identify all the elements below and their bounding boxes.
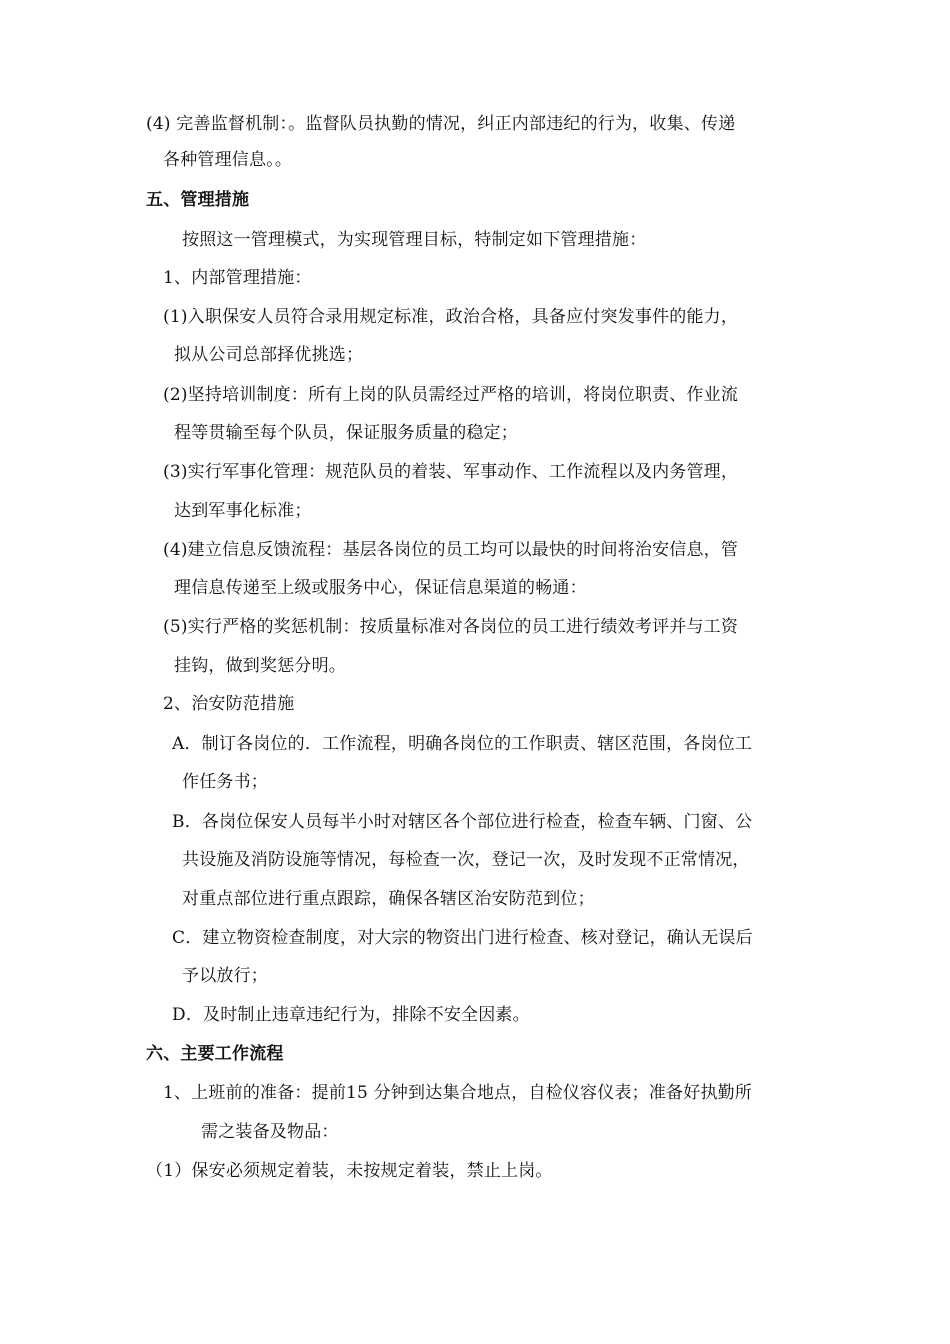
paragraph-line: （1）保安必须规定着装，未按规定着装，禁止上岗。 — [146, 1161, 553, 1181]
paragraph-line: A．制订各岗位的．工作流程，明确各岗位的工作职责、辖区范围，各岗位工 — [172, 734, 753, 754]
paragraph-line: (1)入职保安人员符合录用规定标准，政治合格，具备应付突发事件的能力， — [163, 307, 739, 327]
paragraph-line: C．建立物资检查制度，对大宗的物资出门进行检查、核对登记，确认无误后 — [172, 928, 753, 948]
paragraph-line: 需之装备及物品： — [201, 1122, 339, 1142]
paragraph-line: (2)坚持培训制度：所有上岗的队员需经过严格的培训，将岗位职责、作业流 — [163, 385, 739, 405]
subsection-heading: 2、治安防范措施 — [163, 694, 295, 714]
paragraph-line: 按照这一管理模式，为实现管理目标，特制定如下管理措施： — [182, 230, 647, 250]
paragraph-line: B．各岗位保安人员每半小时对辖区各个部位进行检查，检查车辆、门窗、公 — [172, 812, 753, 832]
paragraph-line: 共设施及消防设施等情况，每检查一次，登记一次，及时发现不正常情况， — [182, 850, 750, 870]
paragraph-line: D．及时制止违章违纪行为，排除不安全因素。 — [172, 1005, 530, 1025]
paragraph-line: 拟从公司总部择优挑选； — [174, 345, 364, 365]
paragraph-line: (4)建立信息反馈流程：基层各岗位的员工均可以最快的时间将治安信息，管 — [163, 540, 739, 560]
paragraph-line: 予以放行； — [182, 966, 268, 986]
paragraph-line: 理信息传递至上级或服务中心，保证信息渠道的畅通： — [174, 578, 587, 598]
paragraph-line: 挂钩，做到奖惩分明。 — [174, 656, 346, 676]
subsection-heading: 1、内部管理措施： — [163, 268, 312, 288]
paragraph-line: (3)实行军事化管理：规范队员的着装、军事动作、工作流程以及内务管理， — [163, 462, 739, 482]
paragraph-line: 各种管理信息。。 — [163, 150, 293, 170]
paragraph-line: (5)实行严格的奖惩机制：按质量标准对各岗位的员工进行绩效考评并与工资 — [163, 617, 739, 637]
paragraph-line: 达到军事化标准； — [174, 501, 312, 521]
paragraph-line: 程等贯输至每个队员，保证服务质量的稳定； — [174, 423, 518, 443]
section-heading: 六、主要工作流程 — [146, 1044, 284, 1064]
paragraph-line: 1、上班前的准备：提前15 分钟到达集合地点，自检仪容仪表；准备好执勤所 — [163, 1083, 753, 1103]
paragraph-line: 作任务书； — [182, 772, 268, 792]
section-heading: 五、管理措施 — [146, 190, 250, 210]
paragraph-line: 对重点部位进行重点跟踪，确保各辖区治安防范到位； — [182, 889, 595, 909]
paragraph-line: (4) 完善监督机制：。监督队员执勤的情况，纠正内部违纪的行为，收集、传递 — [146, 114, 736, 134]
